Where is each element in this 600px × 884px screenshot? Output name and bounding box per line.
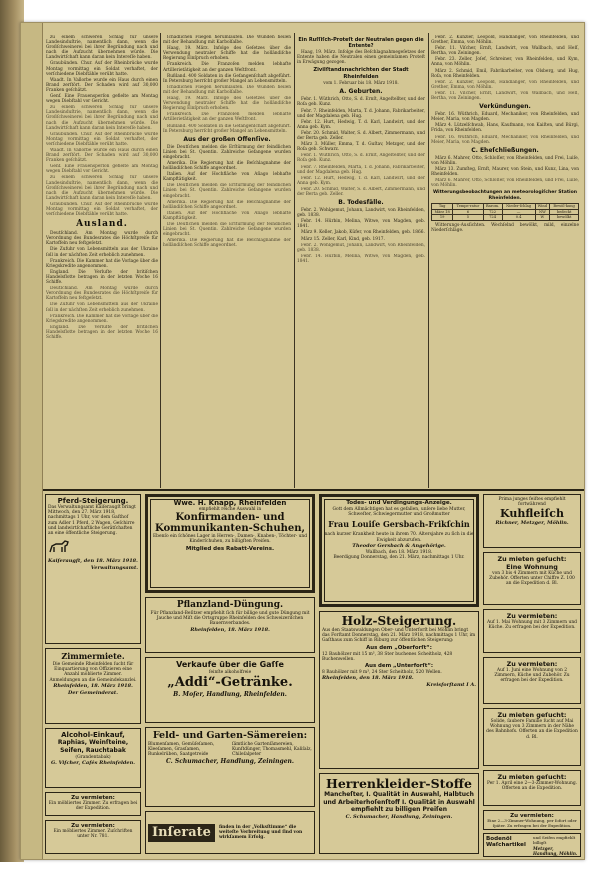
ausland-heading: Ausland. bbox=[76, 219, 128, 230]
ad-todes-anzeige bbox=[319, 494, 479, 607]
col4-row: März 6. Mahrer, Otto, Schloſſer, von Rheinfelden, und Frei, Luiſe, von Möhlin. bbox=[431, 178, 579, 189]
col1-row: zu einem schweren Schlag für unsere Landesinduſtrie, namentlich dann, wenn die Großſchweinerei bei ihrer Begründung nach und nach die Aufzucht übernehmen würde. Die Landwirtſchaft kann daran kein Intereſſe haben. bbox=[46, 105, 158, 131]
civil-register-heading: Zivilſtandsnachrichten der Stadt Rheinfelden bbox=[313, 67, 409, 80]
ad-vermieten1-title: Zu vermieten: bbox=[506, 612, 558, 620]
ad-kuh-sign: Richner, Metzger, Möhlin. bbox=[495, 520, 569, 527]
col1-ausland-row: England. Die Verluſte der britiſchen Handelsflotte betragen in der letzten Woche 16 Schiffe. bbox=[46, 269, 158, 286]
col1-row: Graubünden. Chur. Auf der Rheinbrücke wurde Montag vormittag ein Soldat verhaftet, der verſchiedene Diebſtähle verübt hatte. bbox=[46, 201, 158, 218]
ad-bodenol-body: und Seifen empfiehlt billigſt bbox=[533, 835, 576, 845]
col4-row: Febr. 11. Viſcher, Ernſt, Landwirt, von Wallbach, und Heſſ, Bertha, von Zeiningen. bbox=[431, 90, 579, 102]
ad-herren-sign: C. Schumacher, Handlung, Zeiningen. bbox=[345, 813, 453, 820]
col2-row: Frankreich. Die Franzoſen melden lebhafte Artillerietätigkeit an der ganzen Weſtfront. bbox=[163, 62, 291, 73]
weather-header-cell: Barom. bbox=[483, 204, 502, 209]
announcements-heading: Verkündungen. bbox=[479, 103, 531, 111]
births-heading: A. Geburten. bbox=[339, 88, 383, 96]
birth-entry: Febr. 1. Wüthrich, Otto, S. d. Ernſt, Angeſtellter, und der Roſa geb. Kunz. bbox=[297, 153, 425, 164]
ad-gesucht2-title: Zu mieten geſucht: bbox=[497, 711, 567, 719]
ad-gesucht2-body: Solide, ſaubere Familie ſucht auf Mai Wohnung von 3 Zimmern in der Nähe des Bahnhofs. Offerten an die Expedition d. Bl. bbox=[486, 719, 578, 740]
weather-cell: 0.4 bbox=[502, 215, 535, 220]
col1-ausland-row: Frankreich. Die Kammer hat die Vorlage über die Kriegskredite angenommen. bbox=[46, 313, 158, 324]
col4-row: März 13. Zumſteg, Ernſt, Maurer, von Stein, und Kunz, Lina, von Rheinfelden. bbox=[431, 166, 579, 177]
ad-anzeige-name: Frau Louiſe Gersbach-Frikſchin bbox=[328, 519, 470, 530]
birth-entry: Febr. 20. Schmid, Walter, S. d. Albert, Zimmermann, und der Berta geb. Zeller. bbox=[297, 130, 425, 142]
offensive-heading: Aus der großen Offenſive. bbox=[183, 135, 271, 143]
col2-row: Italien. Auf der Hochfläche von Aſiago lebhafte Kampftätigkeit. bbox=[163, 210, 291, 221]
col4-row: März 2. Schmid, Emil, Fabrikarbeiter, von Olsberg, und Hug, Roſa, von Rheinfelden. bbox=[431, 68, 579, 79]
weather-header-cell: Bewöl-kung bbox=[550, 204, 579, 209]
marriages-heading: C. Eheſchließungen. bbox=[471, 146, 539, 154]
ad-anzeige-sign: Theodor Gersbach & Angehörige. bbox=[352, 542, 446, 549]
ad-inserate-body: finden in der „Volksſtimme“ die weiteſte Verbreitung und ſind von wirkſamem Erfolg. bbox=[218, 824, 303, 841]
birth-entry: Febr. 20. Schmid, Walter, S. d. Albert, Zimmermann, und der Berta geb. Zeller. bbox=[297, 186, 425, 197]
weather-cell: 5 bbox=[453, 215, 483, 220]
col2-row: ſchädlichen Fliegen herumlaufen. Die Wunden heilen mit der Behandlung mit Karbolſalbe. bbox=[163, 35, 291, 46]
col4-row: Febr. 2. Künzler, Leopold, Handlanger, von Rheinfelden, und Grether, Emma, von Möhlin. bbox=[431, 79, 579, 90]
ad-zu-vermieten-3 bbox=[45, 792, 141, 816]
col1-ausland-row: Die Zufuhr von Lebensmitteln aus der Ukraine ſoll in der nächſten Zeit erheblich zunehmen. bbox=[46, 302, 158, 313]
col1-row: Waadt. In Vallorbe wurde ein Haus durch einen Brand zerſtört. Der Schaden wird auf 30,000 Franken geſchätzt. bbox=[46, 147, 158, 164]
col4-row: Febr. 23. Zeller, Joſef, Schreiner, von Rheinfelden, und Kym, Anna, von Möhlin. bbox=[431, 57, 579, 68]
protest-heading: Ein Ruſſiſch-Proteſt der Neutralen gegen die Entente? bbox=[298, 37, 424, 49]
ad-zu-mieten-gesucht-3 bbox=[483, 770, 581, 806]
ad-kuhfleisch bbox=[483, 494, 581, 548]
ad-zimmer-sign2: Der Gemeinderat. bbox=[68, 689, 118, 696]
horse-icon bbox=[48, 538, 70, 556]
ad-bodenoel bbox=[483, 833, 581, 857]
ad-pferd-sign2: Verwaltungsamt. bbox=[90, 565, 138, 572]
death-entry: Febr. 14. Hürbin, Melina, Witwe, von Magden, geb. 1841. bbox=[297, 253, 425, 264]
col4-row: Febr. 16. Wüthrich, Eduard, Mechaniker, von Rheinfelden, und Meier, Maria, von Magden. bbox=[431, 134, 579, 145]
col2-row: Haag, 19. März. Infolge des Geſetzes über die Verwendung neutraler Schiffe hat die holländiſche Regierung Einſpruch erhoben. bbox=[163, 46, 291, 62]
birth-entry: Febr. 7. Rheinfelden, Marta, T. d. Johann, Fabrikarbeiter, und der Magdalena geb. Hug. bbox=[297, 108, 425, 119]
col1-row: Genf. Eine Frauensperſon gefielte am Montag wegen Diebſtahl vor Gericht. bbox=[46, 94, 158, 105]
ad-anzeige-burial: Beerdigung Donnerstag, den 21. März, nachmittags 1 Uhr. bbox=[333, 555, 465, 561]
col1-row: Genf. Eine Frauensperſon gefielte am Montag wegen Diebſtahl vor Gericht. bbox=[46, 164, 158, 175]
column-2 bbox=[163, 35, 291, 490]
ad-pflanzland bbox=[145, 597, 315, 653]
col1-ausland-row: Die Zufuhr von Lebensmitteln aus der Ukraine ſoll in der nächſten Zeit erheblich zunehmen. bbox=[46, 247, 158, 258]
ad-zimmermiete bbox=[45, 648, 141, 724]
col4-row: März 4. Lützelſchwab, Hans, Kaufmann, von Kaiſten, und Bürgi, Frida, von Rheinfelden. bbox=[431, 123, 579, 134]
newspaper-page bbox=[20, 22, 585, 860]
ad-knapp-main1: Konfirmanden- und bbox=[175, 512, 285, 524]
civil-register-sub: vom 1. Februar bis 18. März 1918. bbox=[323, 81, 399, 87]
ad-addi-main: „Addi“-Getränke. bbox=[167, 675, 293, 691]
death-entry: März 15. Zeller, Karl, Kind, geb. 1917. bbox=[301, 236, 385, 242]
col3-body: Haag, 19. März. Infolge des Beſchlagnahmegeſetzes der Entente haben die Neutralen einen gemeinſamen Proteſt in Erwägung gezogen. bbox=[297, 50, 425, 66]
ad-feld-sign: C. Schumacher, Handlung, Zeiningen. bbox=[166, 757, 294, 765]
ad-gesucht3-body: Per 1. April eine 2—3-Zimmer-Wohnung. Offerten an die Expedition. bbox=[486, 781, 578, 792]
ad-vermieten2-title: Zu vermieten: bbox=[506, 660, 558, 668]
ad-pflanz-title: Pflanzland-Düngung. bbox=[176, 600, 284, 610]
weather-header-cell: Nieder-ſchlag bbox=[502, 204, 535, 209]
col1-row: Waadt. In Vallorbe wurde ein Haus durch einen Brand zerſtört. Der Schaden wird auf 30,000 Franken geſchätzt. bbox=[46, 77, 158, 93]
weather-row bbox=[432, 215, 579, 220]
weather-cell: bewölkt bbox=[550, 215, 579, 220]
ad-gesucht1-main: Eine Wohnung bbox=[506, 563, 558, 571]
ad-holz-items1: 12 Bauhölzer mit 15 m³, 38 Ster buchenes Scheitholz, 428 Buchenwellen. bbox=[322, 651, 453, 662]
col2-row: Rußland. 400 Soldaten in die Gefangenſchaft abgeführt. In Petersburg herrſcht großer Mangel an Lebensmitteln. bbox=[163, 123, 291, 134]
col1-row: zu einem schweren Schlag für unsere Landesinduſtrie, namentlich dann, wenn die Großſchweinerei bei ihrer Begründung nach und nach die Aufzucht übernehmen würde. Die Landwirtſchaft kann daran kein Intereſſe haben. bbox=[46, 35, 158, 61]
ad-anzeige-title: Todes- und Verdingungs-Anzeige. bbox=[346, 500, 452, 506]
ad-bodenol-title: Bodenöl bbox=[486, 836, 512, 842]
ad-alcohol-sub: (Grandentabak) bbox=[75, 755, 111, 760]
ad-zimmer-body: Die Gemeinde Rheinfelden ſucht für Einquartierung von Offizieren eine Anzahl möblierte Zimmer. Anmeldungen an die Gemeindekanzlei. bbox=[49, 662, 137, 683]
weather-header-cell: Tag bbox=[432, 204, 453, 209]
birth-entry: Febr. 7. Rheinfelden, Marta, T. d. Johann, Fabrikarbeiter, und der Magdalena geb. Hug. bbox=[297, 164, 425, 175]
ad-zu-mieten-gesucht-1 bbox=[483, 552, 581, 605]
col2-row: Haag, 19. März. Infolge des Geſetzes über die Verwendung neutraler Schiffe hat die holländiſche Regierung Einſpruch erhoben. bbox=[163, 96, 291, 112]
col1-ausland-row: Deutſchland. Am Montag wurde durch Verordnung des Bundesrates die Höchſtpreiſe für Kartoffeln neu feſtgeſetzt. bbox=[46, 286, 158, 302]
ad-pferd-body: Das Verwaltungsamt Kaiſeraugſt bringt Mittwoch, den 27. März 1918, nachmittags 1 Uhr, vor dem Gaſthof zum Adler 1 Pferd, 2 Wagen, Geſchirre und landwirtſchaftliche Gerätſchaften an eine öffentliche Steigerung. bbox=[48, 505, 136, 537]
ad-alcohol-title: Alcohol-Einkauf, bbox=[61, 731, 125, 739]
ad-knapp-list: Ebenſo ein ſchönes Lager in Herren-, Damen-, Knaben-, Töchter- und Kinderſchuhen, zu billigſten Preiſen. bbox=[152, 534, 308, 545]
ad-vermieten4-title: Zu vermieten: bbox=[71, 823, 115, 829]
death-entry: Febr. 2. Wohlgemut, Johann, Landwirt, von Rheinfelden, geb. 1838. bbox=[297, 242, 425, 253]
ad-inserate-title: Inſerate bbox=[148, 824, 215, 842]
ad-feld-right: ſämtliche Gartenſämereien, Kunſtdünger, Thomasmehl, Kaliſalz, Chileſalpeter bbox=[232, 742, 312, 758]
ad-zu-mieten-gesucht-2 bbox=[483, 708, 581, 766]
ad-herrenkleider-stoffe bbox=[319, 773, 479, 854]
col1-row: Graubünden. Chur. Auf der Rheinbrücke wurde Montag vormittag ein Soldat verhaftet, der verſchiedene Diebſtähle verübt hatte. bbox=[46, 61, 158, 77]
ad-gesucht1-body: von 3 bis 4 Zimmern mit Küche und Zubehör. Offerten unter Chiffre Z. 100 an die Expedition d. Bl. bbox=[489, 571, 575, 587]
col2-row: Die Deutſchen melden die Erſtürmung der feindlichen Linien bei St. Quentin. Zahlreiche Gefangene wurden eingebracht. bbox=[163, 144, 291, 160]
ad-holz-steigerung bbox=[319, 611, 479, 769]
ad-holz-title: Holz-Steigerung. bbox=[341, 614, 457, 628]
birth-entry: Febr. 12. Hurt, Hedwig, T. d. Karl, Landwirt, und der Anna geb. Kym. bbox=[297, 119, 425, 130]
ad-addi-head: Verkaufe über die Gaſſe bbox=[176, 660, 284, 669]
ad-herren-title: Herrenkleider-Stoffe bbox=[326, 776, 472, 791]
col2-row: Amerika. Die Regierung hat die Beſchlagnahme der holländiſchen Schiffe angeordnet. bbox=[163, 160, 291, 172]
col1-row: Graubünden. Chur. Auf der Rheinbrücke wurde Montag vormittag ein Soldat verhaftet, der verſchiedene Diebſtähle verübt hatte. bbox=[46, 131, 158, 147]
ad-knapp-schuhe bbox=[145, 494, 315, 593]
ad-zimmer-title: Zimmermiete. bbox=[61, 651, 125, 661]
birth-entry: Febr. 12. Hurt, Hedwig, T. d. Karl, Landwirt, und der Anna geb. Kym. bbox=[297, 175, 425, 186]
ad-vermieten1-body: Auf 1. Mai Wohnung mit 3 Zimmern und Küche. Zu erfragen bei der Expedition. bbox=[487, 620, 577, 631]
col2-row: ſchädlichen Fliegen herumlaufen. Die Wunden heilen mit der Behandlung mit Karbolſalbe. bbox=[163, 84, 291, 95]
column-rule bbox=[294, 33, 295, 488]
column-1 bbox=[46, 35, 158, 490]
ad-inserate bbox=[145, 811, 315, 854]
weather-header-cell: Tempe-ratur bbox=[453, 204, 483, 209]
weather-table bbox=[431, 203, 579, 220]
ad-pflanz-body: Für Pflanzland-Beſitzer empfiehlt ſich für billige und gute Düngung mit Jauche und Miſt die Ortsgruppe Rheinfelden des Schweizeriſchen Bauernverbandes. bbox=[150, 611, 310, 627]
ad-holz-sub1: Aus dem „Oberforſt“: bbox=[366, 644, 432, 651]
ads-separator-rule bbox=[43, 489, 585, 491]
ad-alcohol-einkauf bbox=[45, 728, 141, 788]
ad-bodenol-sign: Metzger, Handlung, Möhlin. bbox=[533, 845, 578, 856]
ad-knapp-sub: empfiehlt reiche Auswahl in bbox=[198, 507, 262, 512]
column-rule bbox=[160, 33, 161, 488]
ad-vermieten5-title: Zu vermieten: bbox=[510, 813, 554, 819]
col2-row: Amerika. Die Regierung hat die Beſchlagnahme der holländiſchen Schiffe angeordnet. bbox=[163, 199, 291, 210]
col2-row: Italien. Auf der Hochfläche von Aſiago lebhafte Kampftätigkeit. bbox=[163, 172, 291, 183]
death-entry: März 9. Keller, Jakob, Küfer, von Rheinfelden, geb. 1866. bbox=[301, 230, 425, 236]
ad-kuh-body: Prima junges feiſtes empfiehlt fortwährend bbox=[498, 497, 566, 508]
column-3 bbox=[297, 35, 425, 490]
weather-header-cell: Wind bbox=[535, 204, 550, 209]
weather-outlook: Witterungs-Ausſichten. Wechſelnd bewölkt, mild, einzelne Niederſchläge. bbox=[431, 222, 579, 233]
weather-cell: NW bbox=[535, 209, 550, 214]
ad-vermieten4-body: Ein möbliertes Zimmer. Zuſchriften unter Nr. 781. bbox=[53, 829, 133, 840]
ad-holz-sign2: Kreisforſtamt I A. bbox=[426, 682, 476, 689]
ad-pferd-steigerung bbox=[45, 494, 141, 644]
ad-pflanz-sign: Rheinfelden, 18. März 1918. bbox=[190, 626, 270, 633]
ad-pferd-sign: Kaiſeraugſt, den 18. März 1918. bbox=[48, 558, 138, 565]
death-entry: Febr. 14. Hürbin, Melina, Witwe, von Magden, geb. 1841. bbox=[297, 219, 425, 230]
ad-zu-vermieten-4 bbox=[45, 820, 141, 854]
ad-addi-getraenke bbox=[145, 657, 315, 723]
weather-cell: März 18 bbox=[432, 209, 453, 214]
left-page-margin bbox=[21, 23, 43, 859]
ad-alcohol-sign: G. Viſcher, Cafés Rheinfelden. bbox=[51, 760, 135, 767]
ad-bodenol-sub: Waſchartikel bbox=[486, 842, 526, 848]
ad-knapp-note: Mitglied des Rabatt-Vereins. bbox=[185, 545, 275, 552]
ad-zu-vermieten-2 bbox=[483, 657, 581, 704]
weather-cell: — bbox=[502, 209, 535, 214]
deaths-heading: B. Todesfälle. bbox=[338, 199, 384, 207]
col2-row: Rußland. 400 Soldaten in die Gefangenſchaft abgeführt. In Petersburg herrſcht großer Mangel an Lebensmitteln. bbox=[163, 73, 291, 84]
ad-herren-body: Mancheſter, I. Qualität in Auswahl, Halbtuch und Arbeiterhoſenſtoff I. Qualität in Auswahl empfiehlt zu billigen Preiſen bbox=[323, 791, 475, 813]
ad-feld-title: Feld- und Garten-Sämereien: bbox=[152, 730, 308, 741]
col2-row: Frankreich. Die Franzoſen melden lebhafte Artillerietätigkeit an der ganzen Weſtfront. bbox=[163, 112, 291, 123]
col2-row: Die Deutſchen melden die Erſtürmung der feindlichen Linien bei St. Quentin. Zahlreiche Gefangene wurden eingebracht. bbox=[163, 222, 291, 238]
ad-zu-vermieten-1 bbox=[483, 609, 581, 653]
ad-feld-left: Blumenſamen, Gemüſeſamen, Kleeſamen, Grasſamen, Runkelrüben, Saatgetreide bbox=[148, 742, 215, 758]
ad-pferd-title: Pferd-Steigerung. bbox=[57, 497, 129, 505]
ad-anzeige-place: Wallbach, den 18. März 1918. bbox=[365, 549, 433, 555]
ad-anzeige-body: Gott dem Allmächtigen hat es gefallen, unſere liebe Mutter, Schweſter, Schwiegermutter und Großmutter bbox=[332, 507, 466, 518]
birth-entry: Febr. 1. Wüthrich, Otto, S. d. Ernſt, Angeſtellter, und der Roſa geb. Kunz. bbox=[297, 97, 425, 108]
death-entry: Febr. 2. Wohlgemut, Johann, Landwirt, von Rheinfelden, geb. 1838. bbox=[297, 208, 425, 219]
ad-holz-sub2: Aus dem „Unterforſt“: bbox=[364, 663, 434, 670]
ad-knapp-main2: Kommunikanten-Schuhen, bbox=[155, 523, 305, 535]
ad-holz-items2: 8 Bauhölzer mit 9 m³, 24 Ster Scheitholz, 520 Wellen. bbox=[322, 670, 442, 676]
col4-row: Febr. 16. Wüthrich, Eduard, Mechaniker, von Rheinfelden, und Meier, Maria, von Magden. bbox=[431, 112, 579, 123]
ad-vermieten2-body: Auf 1. Juni eine Wohnung von 2 Zimmern, Küche und Zubehör. Zu erfragen bei der Expedition. bbox=[494, 668, 570, 684]
col2-row: Amerika. Die Regierung hat die Beſchlagnahme der holländiſchen Schiffe angeordnet. bbox=[163, 238, 291, 249]
col1-ausland-row: Frankreich. Die Kammer hat die Vorlage über die Kriegskredite angenommen. bbox=[46, 258, 158, 269]
col1-ausland-row: Deutſchland. Am Montag wurde durch Verordnung des Bundesrates die Höchſtpreiſe für Kartoffeln neu feſtgeſetzt. bbox=[46, 231, 158, 247]
ad-holz-sign: Rheinfelden, den 18. März 1918. bbox=[322, 675, 414, 682]
weather-cell: 722 bbox=[483, 209, 502, 214]
weather-cell: 6 bbox=[453, 209, 483, 214]
ad-kuh-title: Kuhfleiſch bbox=[500, 507, 564, 521]
weather-cell: 724 bbox=[483, 215, 502, 220]
ad-vermieten3-title: Zu vermieten: bbox=[71, 795, 115, 801]
birth-entry: März 3. Müller, Emma, T. d. Guſtav, Metzger, und der Roſa geb. Schwarz. bbox=[297, 142, 425, 153]
ad-zimmer-sign: Rheinfelden, 18. März 1918. bbox=[53, 682, 133, 689]
weather-heading: Witterungsbeobachtungen an meteorologiſcher Station Rheinfelden. bbox=[432, 190, 578, 201]
col4-row: Febr. 2. Künzler, Leopold, Handlanger, von Rheinfelden, und Grether, Emma, von Möhlin. bbox=[431, 35, 579, 46]
weather-cell: bedeckt bbox=[550, 209, 579, 214]
ad-zu-vermieten-5 bbox=[483, 810, 581, 830]
ad-holz-body: Aus den Staatswaldungen Ober- und Unterforſt bei Möhlin bringt das Forſtamt Donnerstag, den 21. März 1918, nachmittags 1 Uhr, im Gaſthaus zum Schiff in Riburg zur öffentlichen Steigerung: bbox=[322, 628, 476, 644]
col1-row: zu einem schweren Schlag für unsere Landesinduſtrie, namentlich dann, wenn die Großſchweinerei bei ihrer Begründung nach und nach die Aufzucht übernehmen würde. Die Landwirtſchaft kann daran kein Intereſſe haben. bbox=[46, 175, 158, 201]
ad-addi-sign: B. Moſer, Handlung, Rheinfelden. bbox=[173, 691, 287, 699]
weather-cell: 19 bbox=[432, 215, 453, 220]
ad-vermieten5-body: Eine 2—3-Zimmer-Wohnung, per ſofort oder ſpäter. Zu erfragen bei der Expedition. bbox=[487, 818, 577, 828]
ad-gesucht3-title: Zu mieten geſucht: bbox=[497, 773, 567, 781]
col2-row: Die Deutſchen melden die Erſtürmung der feindlichen Linien bei St. Quentin. Zahlreiche Gefangene wurden eingebracht. bbox=[163, 183, 291, 199]
column-4 bbox=[431, 35, 579, 490]
ad-alcohol-body: Raphias, Weinſteine, Seifen, Rauchtabak bbox=[57, 739, 129, 754]
ad-vermieten3-body: Ein möbliertes Zimmer. Zu erfragen bei der Expedition. bbox=[48, 801, 138, 812]
col4-row: März 6. Mahrer, Otto, Schloſſer, von Rheinfelden, und Frei, Luiſe, von Möhlin. bbox=[431, 155, 579, 166]
ad-knapp-top: Wwe. H. Knapp, Rheinfelden bbox=[173, 499, 287, 507]
column-rule bbox=[428, 33, 429, 488]
ad-feld-garten-saemereien bbox=[145, 727, 315, 807]
ad-gesucht1-title: Zu mieten geſucht: bbox=[497, 555, 567, 563]
ad-anzeige-body2: nach kurzer Krankheit heute in ihrem 70. Altersjahre zu ſich in die Ewigkeit abzurufen. bbox=[324, 532, 474, 543]
ad-addi-sub: feinſte alkoholfreie bbox=[208, 670, 252, 675]
weather-cell: W bbox=[535, 215, 550, 220]
col4-row: Febr. 11. Viſcher, Ernſt, Landwirt, von Wallbach, und Heſſ, Bertha, von Zeiningen. bbox=[431, 46, 579, 57]
col1-ausland-row: England. Die Verluſte der britiſchen Handelsflotte betragen in der letzten Woche 16 Schiffe. bbox=[46, 324, 158, 340]
